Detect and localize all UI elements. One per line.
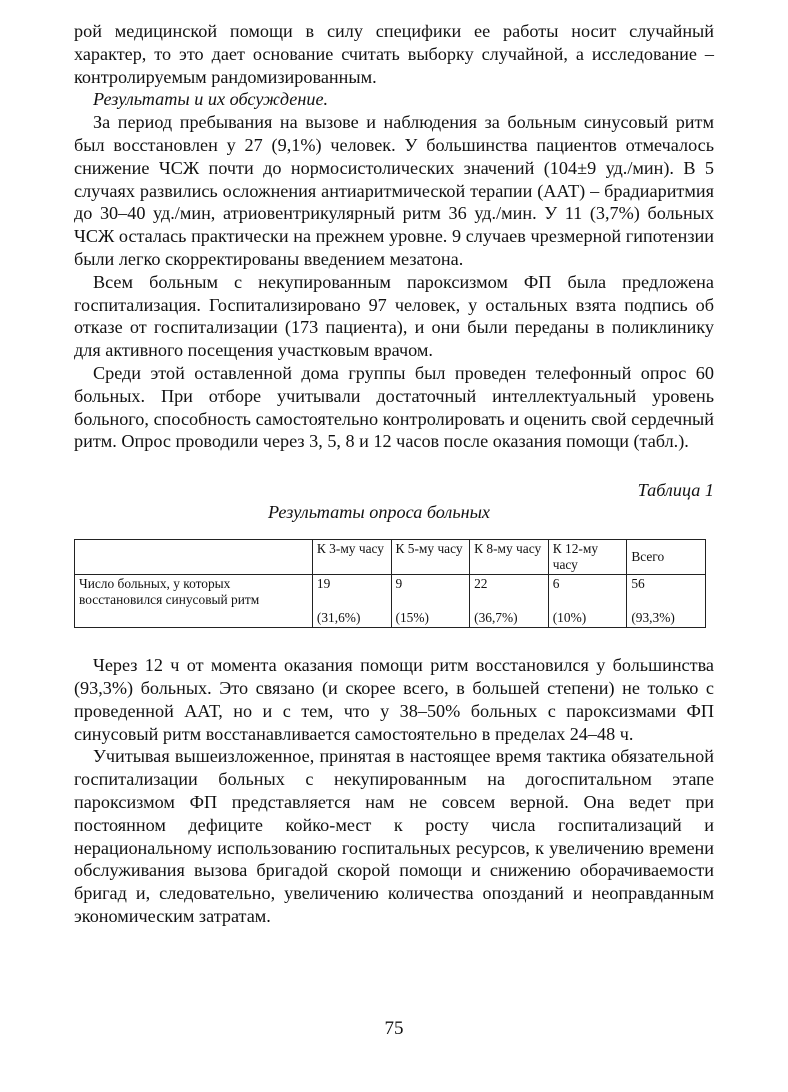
table-cell-percent: (36,7%)	[474, 610, 518, 626]
table-number: Таблица 1	[637, 480, 714, 501]
table-header-empty	[75, 540, 313, 575]
table-row-label: Число больных, у которых восстановился синусовый ритм	[75, 575, 313, 628]
table-cell-hour-3	[312, 575, 391, 628]
table-header-hour-8: К 8-му часу	[470, 540, 549, 575]
page-content	[74, 20, 714, 928]
table-header-hour-3: К 3-му часу	[312, 540, 391, 575]
table-header-hour-5: К 5-му часу	[391, 540, 470, 575]
table-cell-percent: (93,3%)	[631, 610, 675, 626]
table-cell-count: 9	[395, 576, 403, 592]
page-number: 75	[384, 1018, 404, 1039]
table-row	[75, 575, 706, 628]
paragraph-hospitalization: Всем больным с некупированным пароксизмом ФП была предложена госпитализация. Госпитализировано 97 человек, у остальных взята подпись об отказе от госпитализации (173 пациента), и они были переданы в поликлинику для активного посещения участковым врачом.	[74, 271, 714, 361]
paragraph-conclusion: Учитывая вышеизложенное, принятая в настоящее время тактика обязательной госпитализации больных с некупированным на догоспитальном этапе пароксизмом ФП представляется нам не совсем верной. Она ведет при постоянном дефиците койко-мест к росту числа госпитализаций и нерациональному использованию госпитальных ресурсов, к увеличению времени обслуживания вызова бригадой скорой помощи и снижению оборачиваемости бригад и, следовательно, увеличению количества опозданий и неоправданным экономическим затратам.	[74, 746, 714, 926]
table-cell-hour-8	[470, 575, 549, 628]
table-cell-percent: (15%)	[395, 610, 429, 626]
paragraph-after-12h: Через 12 ч от момента оказания помощи ритм восстановился у большинства (93,3%) больных. Это связано (и скорее всего, в большей степени) не только с проведенной ААТ, но и с тем, что у 38–50% больных с пароксизмами ФП синусовый ритм восстанавливается самостоятельно в пределах 24–48 ч.	[74, 655, 714, 744]
table-cell-hour-5	[391, 575, 470, 628]
table-header-hour-12: К 12-му часу	[548, 540, 627, 575]
table-cell-hour-12	[548, 575, 627, 628]
results-table	[74, 539, 706, 628]
table-cell-total	[627, 575, 706, 628]
table-cell-percent: (10%)	[552, 610, 587, 626]
text-after-table	[74, 654, 714, 928]
paragraph-results: За период пребывания на вызове и наблюдения за больным синусовый ритм был восстановлен у 27 (9,1%) человек. У большинства пациентов отмечалось снижение ЧСЖ почти до нормосистолических значений (104±9 уд./мин). В 5 случаях развились осложнения антиаритмической терапии (ААТ) – брадиаритмия до 30–40 уд./мин, атриовентрикулярный ритм 36 уд./мин. У 11 (3,7%) больных ЧСЖ осталась практически на прежнем уровне. 9 случаев чрезмерной гипотензии были легко скорректированы введением мезатона.	[74, 112, 714, 269]
table-title: Результаты опроса больных	[267, 502, 491, 523]
table-header-row	[75, 540, 706, 575]
table-cell-percent: (31,6%)	[316, 610, 361, 626]
paragraph-survey: Среди этой оставленной дома группы был проведен телефонный опрос 60 больных. При отборе учитывали достаточный интеллектуальный уровень больного, способность самостоятельно контролировать и оценить свой сердечный ритм. Опрос проводили через 3, 5, 8 и 12 часов после оказания помощи (табл.).	[74, 362, 714, 452]
section-heading: Результаты и их обсуждение.	[93, 89, 329, 110]
table-cell-count: 22	[474, 576, 488, 592]
table-header-total: Всего	[627, 540, 706, 575]
table-cell-count: 56	[631, 576, 645, 592]
table-cell-count: 19	[316, 576, 331, 592]
paragraph-continuation: рой медицинской помощи в силу специфики ее работы носит случайный характер, то это дает основание считать выборку случайной, а исследование – контролируемым рандомизированным.	[74, 21, 714, 87]
table-cell-count: 6	[552, 576, 560, 592]
